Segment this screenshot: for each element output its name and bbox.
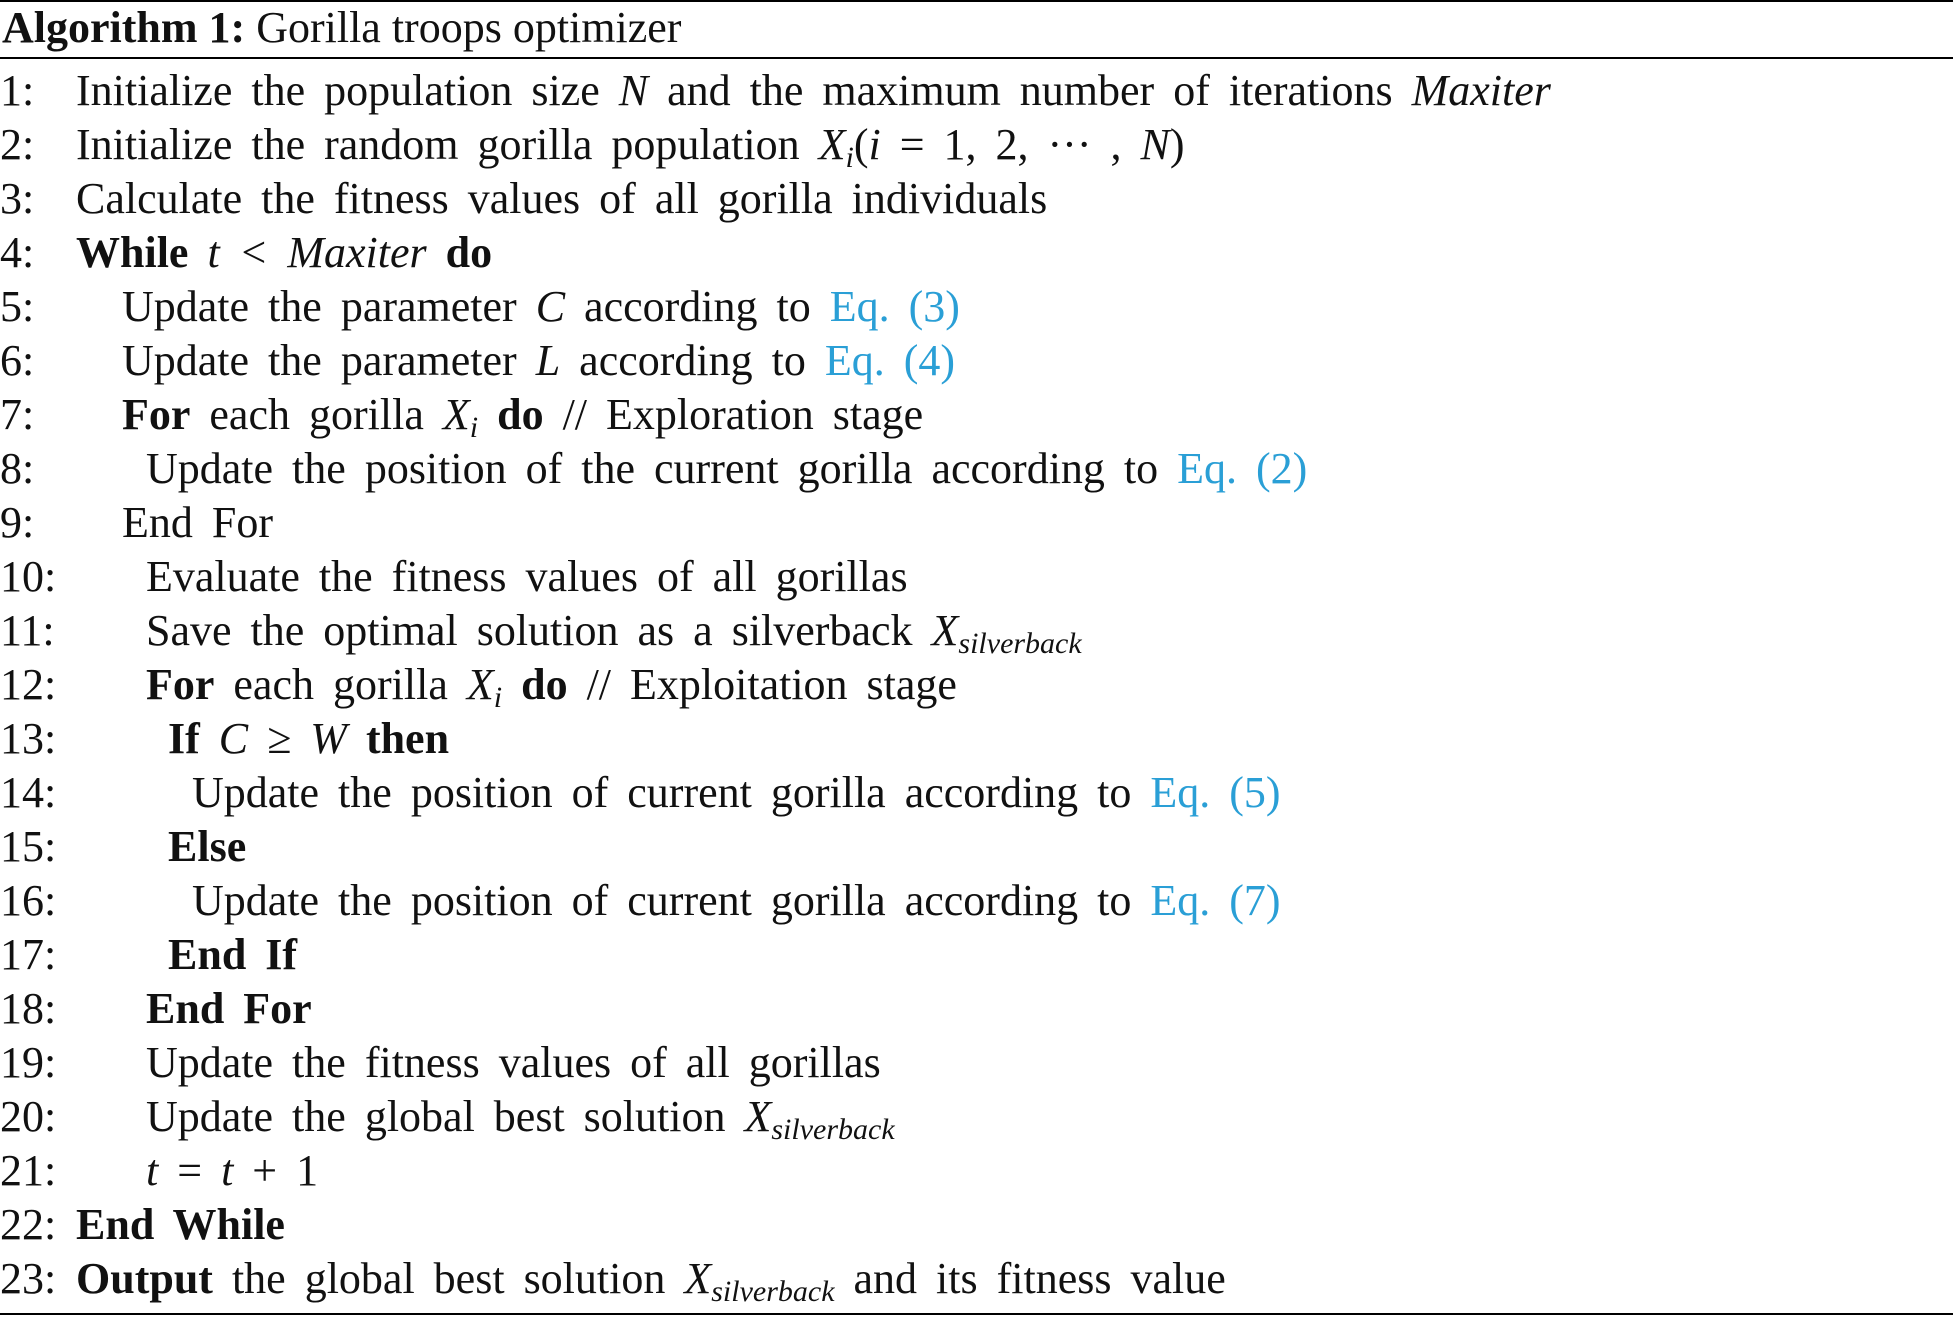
line-number: 23: [0,1254,57,1303]
line-segment: Update the fitness values of all gorillas [146,1038,881,1087]
line-segment: the global best solution [212,1254,685,1303]
algorithm-label: Algorithm 1: [2,3,246,52]
line-segment: Calculate the fitness values of all gorilla individuals [76,174,1048,223]
line-number: 16: [0,876,57,925]
line-segment: For [146,660,215,709]
algorithm-caption [2,0,681,56]
line-segment: silverback [771,1113,895,1146]
line-segment [200,714,219,763]
line-segment: Initialize the random gorilla population [76,120,819,169]
line-number: 13: [0,714,57,763]
line-number: 3: [0,174,35,223]
equation-reference-link[interactable]: Eq. (2) [1177,444,1308,493]
line-segment: Update the position of the current gorilla according to [146,444,1178,493]
line-text [168,928,297,982]
line-number: 18: [0,984,57,1033]
line-number: 12: [0,660,57,709]
line-number: 17: [0,930,57,979]
line-segment: Else [168,822,247,871]
line-segment: End For [122,498,273,547]
line-number: 19: [0,1038,57,1087]
line-text [168,820,246,874]
line-segment: Update the parameter [122,336,536,385]
line-segment: Maxiter [1411,66,1551,115]
line-number: 22: [0,1200,57,1249]
line-segment: X [466,660,494,709]
line-number: 14: [0,768,57,817]
line-segment: N [1140,120,1170,169]
line-segment [347,714,366,763]
line-segment: Save the optimal solution as a silverback [146,606,932,655]
line-number: 15: [0,822,57,871]
line-segment: C ≥ W [218,714,347,763]
line-segment [478,390,497,439]
line-segment: Update the parameter [122,282,536,331]
line-segment: If [168,714,200,763]
equation-reference-link[interactable]: Eq. (5) [1150,768,1281,817]
line-segment: // Exploitation stage [567,660,957,709]
line-text [146,1036,881,1090]
line-segment: each gorilla [190,390,443,439]
line-segment: silverback [958,627,1082,660]
line-number: 8: [0,444,35,493]
line-segment: Evaluate the fitness values of all gorillas [146,552,908,601]
bottom-rule [0,1313,1953,1315]
line-segment: according to [560,336,825,385]
line-segment: = 1, 2, ··· , [880,120,1141,169]
line-segment: X [744,1092,772,1141]
line-segment: N [618,66,649,115]
line-text [122,496,273,550]
line-number: 7: [0,390,35,439]
line-segment: C [535,282,566,331]
algorithm-title: Gorilla troops optimizer [256,3,682,52]
line-text [76,226,492,280]
line-segment: Update the global best solution [146,1092,745,1141]
line-segment: L [535,336,561,385]
line-segment: Update the position of current gorilla according to [192,876,1151,925]
line-segment: t < Maxiter [207,228,427,277]
line-number: 11: [0,606,55,655]
line-segment: Output [76,1254,213,1303]
line-text [76,64,1551,118]
line-segment: i [469,411,479,444]
line-segment: ( [853,120,869,169]
line-segment: End For [146,984,312,1033]
line-segment: X [442,390,470,439]
line-segment: // Exploration stage [543,390,924,439]
line-text [76,1198,285,1252]
line-number: 6: [0,336,35,385]
line-text [192,766,1281,820]
line-segment: X [931,606,959,655]
line-number: 10: [0,552,57,601]
line-text [122,334,955,388]
line-number: 9: [0,498,35,547]
line-text [192,874,1281,928]
line-segment: X [684,1254,712,1303]
line-number: 5: [0,282,35,331]
line-segment: ) [1169,120,1185,169]
line-segment: and its fitness value [834,1254,1226,1303]
equation-reference-link[interactable]: Eq. (4) [824,336,956,385]
equation-reference-link[interactable]: Eq. (3) [829,282,960,331]
line-segment [427,228,446,277]
line-number: 1: [0,66,35,115]
line-segment: i [845,141,854,174]
line-number: 21: [0,1146,57,1195]
line-segment: End While [76,1200,285,1249]
line-segment: silverback [711,1275,835,1308]
line-text [146,442,1307,496]
line-segment: = [158,1146,222,1195]
line-segment: do [445,228,493,277]
line-text [146,982,312,1036]
line-segment [502,660,521,709]
line-segment: according to [565,282,830,331]
line-text [76,1252,1226,1319]
line-segment: t [146,1146,159,1195]
line-segment: and the maximum number of iterations [648,66,1412,115]
line-number: 4: [0,228,35,277]
line-segment: X [818,120,846,169]
line-segment: i [493,681,503,714]
line-segment: i [868,120,881,169]
line-segment: While [76,228,189,277]
line-segment: each gorilla [214,660,467,709]
line-segment: Update the position of current gorilla according to [192,768,1151,817]
line-text [168,712,449,766]
line-text [146,1144,318,1198]
line-segment: then [365,714,450,763]
line-number: 2: [0,120,35,169]
equation-reference-link[interactable]: Eq. (7) [1150,876,1281,925]
line-segment: t [221,1146,234,1195]
line-segment: For [122,390,191,439]
line-text [76,172,1047,226]
line-segment: do [521,660,568,709]
line-segment: End If [168,930,298,979]
line-segment [188,228,207,277]
line-segment: + 1 [233,1146,319,1195]
line-text [146,550,908,604]
line-segment: do [497,390,544,439]
line-segment: Initialize the population size [76,66,619,115]
line-text [122,280,960,334]
caption-rule [0,57,1953,59]
line-number: 20: [0,1092,57,1141]
